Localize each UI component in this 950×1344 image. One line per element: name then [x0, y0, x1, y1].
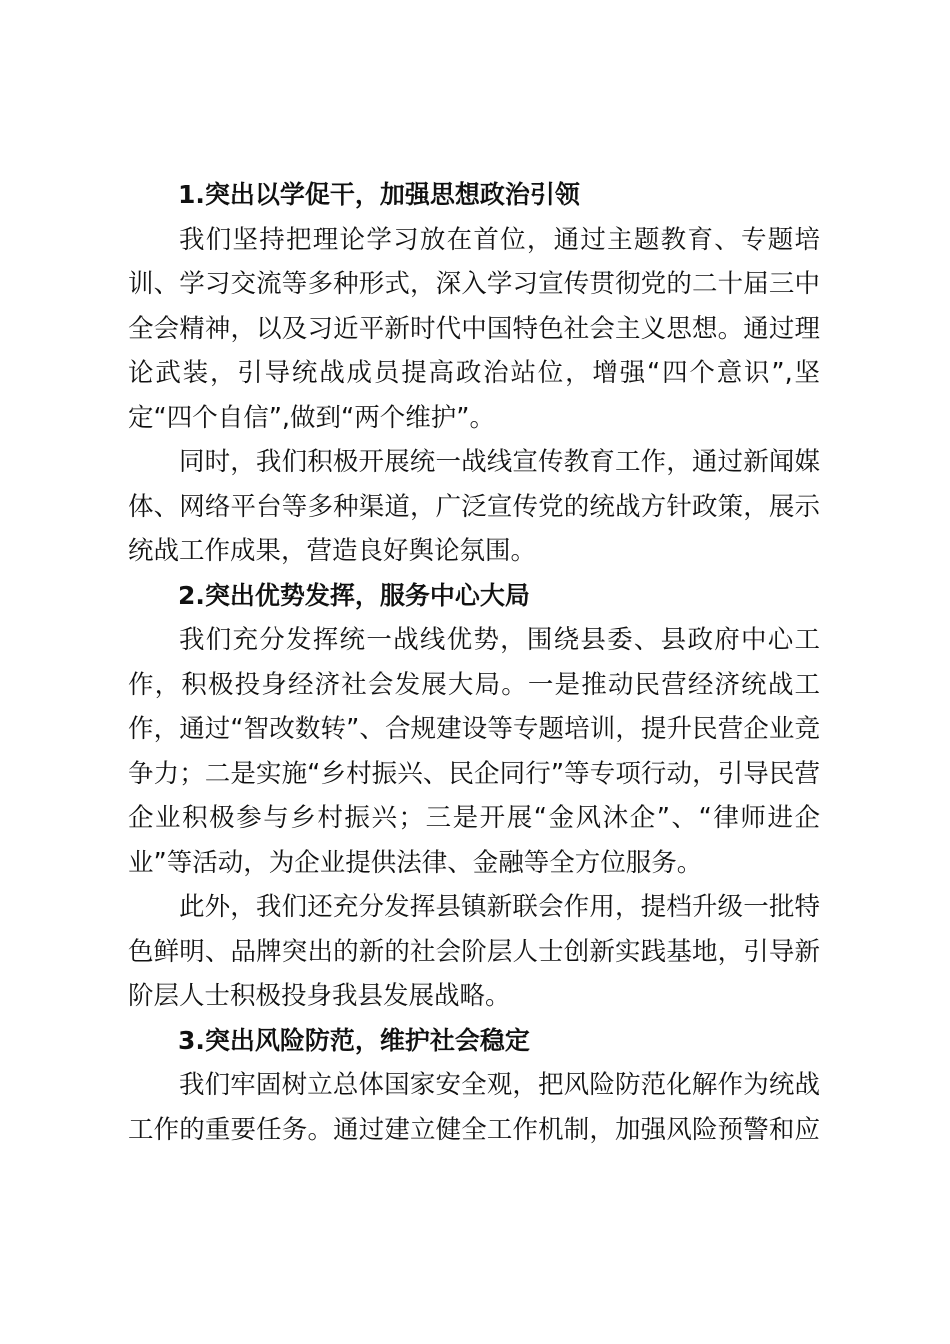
text-line: 工作的重要任务。通过建立健全工作机制，加强风险预警和应 [128, 1114, 820, 1145]
paragraph [128, 218, 820, 441]
text-line: 企业积极参与乡村振兴；三是开展“金风沐企”、“律师进企 [128, 803, 820, 833]
document-body [128, 173, 820, 1152]
text-line: 作，积极投身经济社会发展大局。一是推动民营经济统战工 [128, 669, 820, 700]
text-line: 阶层人士积极投身我县发展战略。 [128, 981, 511, 1011]
section-heading: 2.突出优势发挥，服务中心大局 [178, 580, 530, 610]
text-line: 同时，我们积极开展统一战线宣传教育工作，通过新闻媒 [179, 447, 820, 477]
text-line: 我们牢固树立总体国家安全观，把风险防范化解作为统战 [179, 1070, 820, 1100]
text-line: 我们坚持把理论学习放在首位，通过主题教育、专题培 [179, 224, 820, 255]
text-line: 统战工作成果，营造良好舆论氛围。 [128, 536, 537, 566]
text-line: 我们充分发挥统一战线优势，围绕县委、县政府中心工 [179, 625, 820, 655]
text-line: 业”等活动，为企业提供法律、金融等全方位服务。 [128, 847, 703, 878]
text-line: 体、网络平台等多种渠道，广泛宣传党的统战方针政策，展示 [128, 491, 820, 522]
text-line: 训、学习交流等多种形式，深入学习宣传贯彻党的二十届三中 [128, 269, 820, 299]
text-line: 色鲜明、品牌突出的新的社会阶层人士创新实践基地，引导新 [128, 936, 820, 967]
section-heading: 1.突出以学促干，加强思想政治引领 [178, 180, 580, 209]
section-heading: 3.突出风险防范，维护社会稳定 [178, 1025, 530, 1055]
text-line: 定“四个自信”,做到“两个维护”。 [128, 402, 495, 433]
paragraph [128, 440, 820, 574]
text-line: 争力；二是实施“乡村振兴、民企同行”等专项行动，引导民营 [128, 758, 820, 789]
text-line: 此外，我们还充分发挥县镇新联会作用，提档升级一批特 [179, 892, 820, 922]
text-line: 论武装，引导统战成员提高政治站位，增强“四个意识”,坚 [128, 358, 820, 388]
paragraph [128, 1063, 820, 1152]
paragraph [128, 618, 820, 885]
text-line: 全会精神，以及习近平新时代中国特色社会主义思想。通过理 [128, 313, 820, 344]
text-line: 作，通过“智改数转”、合规建设等专题培训，提升民营企业竞 [128, 714, 820, 744]
paragraph [128, 885, 820, 1019]
